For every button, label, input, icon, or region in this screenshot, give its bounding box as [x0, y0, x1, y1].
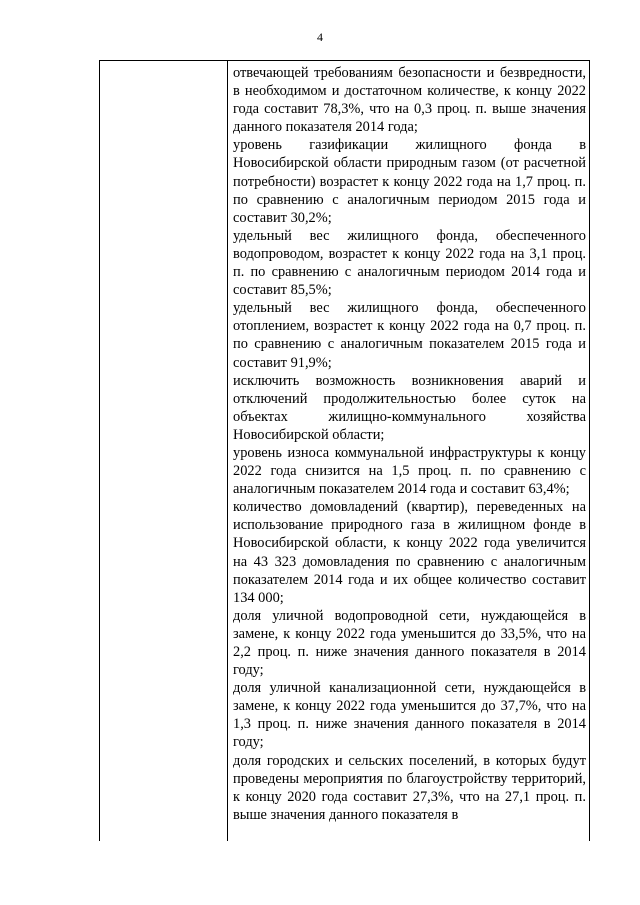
paragraph-gas-households: количество домовладений (квартир), переведенных на использование природного газа в жилищном фонде в Новосибирской области, к концу 2022 года увеличится на 43 323 домовладения по сравнению с аналогичным показателем 2014 года и их общее количество составит 134 000;	[233, 499, 586, 606]
paragraph-gasification-level: уровень газификации жилищного фонда в Новосибирской области природным газом (от расчетной потребности) возрастет к концу 2022 года на 1,7 проц. п. по сравнению с аналогичным периодом 2015 года и составит 30,2%;	[233, 137, 586, 226]
table-left-column	[100, 61, 228, 841]
page-number: 4	[317, 30, 323, 44]
table-right-column	[233, 64, 586, 824]
paragraph-infrastructure-wear: уровень износа коммунальной инфраструктуры к концу 2022 года снизится на 1,5 проц. п. по сравнению с аналогичным показателем 2014 года и составит 63,4%;	[233, 444, 586, 498]
paragraph-drinking-water: отвечающей требованиям безопасности и безвредности, в необходимом и достаточном количестве, к концу 2022 года составит 78,3%, что на 0,3 проц. п. выше значения данного показателя 2014 года;	[233, 65, 586, 136]
paragraph-settlements: доля городских и сельских поселений, в которых будут проведены мероприятия по благоустройству территорий, к концу 2020 года составит 27,3%, что на 27,1 проц. п. выше значения данного показателя в	[233, 752, 586, 823]
paragraph-water-supply-share: удельный вес жилищного фонда, обеспеченного водопроводом, возрастет к концу 2022 года на 3,1 проц. п. по сравнению с аналогичным периодом 2014 года и составит 85,5%;	[233, 227, 586, 299]
paragraph-sewer-network: доля уличной канализационной сети, нуждающейся в замене, к концу 2022 года уменьшится до 37,7%, что на 1,3 проц. п. ниже значения данного показателя в 2014 году;	[233, 680, 586, 751]
paragraph-accidents: исключить возможность возникновения аварий и отключений продолжительностью более суток на объектах жилищно-коммунального хозяйства Новосибирской области;	[233, 372, 586, 443]
paragraph-heating-share: удельный вес жилищного фонда, обеспеченного отоплением, возрастет к концу 2022 года на 0,7 проц. п. по сравнению с аналогичным показателем 2015 года и составит 91,9%;	[233, 300, 586, 371]
document-table	[99, 60, 590, 841]
paragraph-water-network: доля уличной водопроводной сети, нуждающейся в замене, к концу 2022 года уменьшится до 33,5%, что на 2,2 проц. п. ниже значения данного показателя в 2014 году;	[233, 607, 586, 679]
